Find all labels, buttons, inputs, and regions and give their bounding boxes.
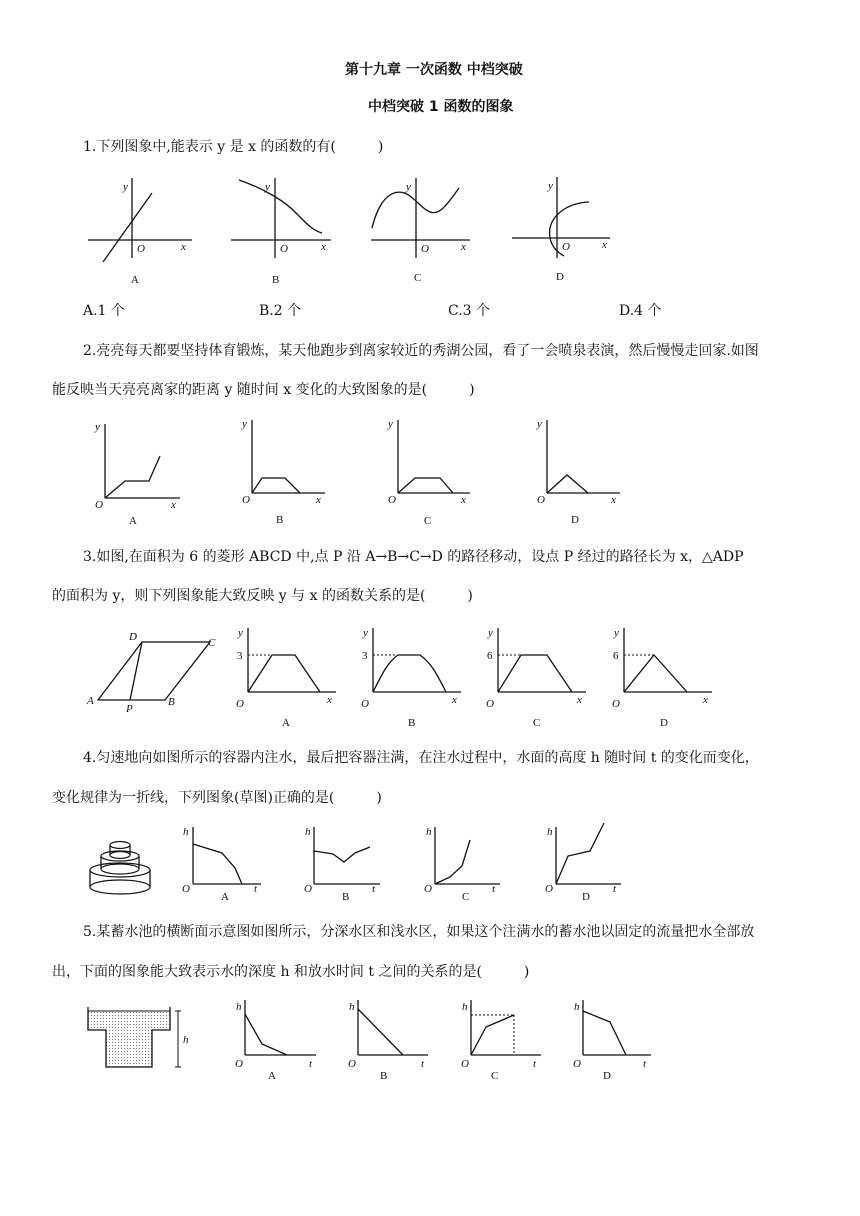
axis-t-label: t xyxy=(372,883,376,895)
axis-h-label: h xyxy=(349,1001,355,1013)
q1-graph-b xyxy=(231,178,331,286)
q4-container xyxy=(90,842,150,895)
origin-label: O xyxy=(545,883,553,895)
origin-label: O xyxy=(242,494,250,506)
axis-t-label: t xyxy=(613,883,617,895)
axis-x-label: x xyxy=(611,494,616,506)
origin-label: O xyxy=(461,1058,469,1070)
axis-h-label: h xyxy=(183,826,189,838)
graph-label: B xyxy=(380,1070,388,1082)
q1-option-d: D.4 个 xyxy=(619,303,662,319)
peak-value: 6 xyxy=(487,650,493,662)
q3-text-line1: 3.如图,在面积为 6 的菱形 ABCD 中,点 P 沿 A→B→C→D 的路径移动，设点 P 经过的路径长为 x，△ADP xyxy=(83,549,744,565)
axis-y-label: y xyxy=(614,627,619,639)
origin-label: O xyxy=(361,698,369,710)
vertex-d: D xyxy=(129,631,137,643)
q1-option-c: C.3 个 xyxy=(448,303,491,319)
q4-graph-d xyxy=(545,823,621,903)
axis-y-label: y xyxy=(265,181,270,193)
graph-label: C xyxy=(424,515,432,527)
q1-option-b: B.2 个 xyxy=(259,303,302,319)
vertex-p: P xyxy=(126,703,133,715)
peak-value: 6 xyxy=(613,650,619,662)
axis-t-label: t xyxy=(643,1058,647,1070)
axis-h-label: h xyxy=(305,826,311,838)
q2-text-line1: 2.亮亮每天都要坚持体育锻炼，某天他跑步到离家较近的秀湖公园，看了一会喷泉表演，然后慢慢走回家.如图 xyxy=(83,343,759,359)
graph-label: A xyxy=(268,1070,276,1082)
origin-label: O xyxy=(424,883,432,895)
origin-label: O xyxy=(182,883,190,895)
chapter-title: 第十九章 一次函数 中档突破 xyxy=(345,62,523,78)
axis-y-label: y xyxy=(388,418,393,430)
axis-h-label: h xyxy=(462,1001,468,1013)
axis-h-label: h xyxy=(547,826,553,838)
origin-label: O xyxy=(562,241,570,253)
q3-graph-b xyxy=(361,627,461,729)
graph-label: A xyxy=(282,717,290,729)
axis-t-label: t xyxy=(309,1058,313,1070)
graph-label: A xyxy=(221,891,229,903)
q3-graph-d xyxy=(612,627,712,729)
axis-x-label: x xyxy=(461,494,466,506)
graph-label: B xyxy=(272,274,280,286)
axis-x-label: x xyxy=(181,241,186,253)
axis-x-label: x xyxy=(452,694,457,706)
axis-h-label: h xyxy=(426,826,432,838)
axis-h-label: h xyxy=(236,1001,242,1013)
q3-text-line2: 的面积为 y，则下列图象能大致反映 y 与 x 的函数关系的是( ) xyxy=(52,588,473,604)
graph-label: C xyxy=(414,272,422,284)
origin-label: O xyxy=(348,1058,356,1070)
axis-t-label: t xyxy=(533,1058,537,1070)
graph-label: B xyxy=(408,717,416,729)
vertex-a: A xyxy=(87,695,94,707)
axis-t-label: t xyxy=(254,883,258,895)
q5-pool xyxy=(88,1007,189,1067)
graph-label: D xyxy=(603,1070,611,1082)
axis-y-label: y xyxy=(537,418,542,430)
q3-graph-c xyxy=(486,627,586,729)
axis-y-label: y xyxy=(548,180,553,192)
axis-x-label: x xyxy=(327,694,332,706)
q4-graph-a xyxy=(182,826,261,903)
origin-label: O xyxy=(388,494,396,506)
axis-x-label: x xyxy=(321,241,326,253)
q5-graph-b xyxy=(348,1000,428,1082)
vertex-c: C xyxy=(208,637,216,649)
graph-label: D xyxy=(582,891,590,903)
q5-graph-a xyxy=(235,1000,316,1082)
q1-graph-a xyxy=(88,178,192,286)
graph-label: B xyxy=(276,514,284,526)
origin-label: O xyxy=(236,698,244,710)
q1-text: 1.下列图象中,能表示 y 是 x 的函数的有( ) xyxy=(83,139,384,155)
peak-value: 3 xyxy=(237,650,243,662)
section-title: 中档突破 1 函数的图象 xyxy=(368,99,514,115)
origin-label: O xyxy=(612,698,620,710)
q2-graph-b xyxy=(241,418,325,526)
pool-depth-label: h xyxy=(183,1034,189,1046)
graph-label: D xyxy=(556,271,564,283)
axis-y-label: y xyxy=(95,421,100,433)
q1-graph-d xyxy=(512,177,610,283)
axis-x-label: x xyxy=(316,494,321,506)
axis-t-label: t xyxy=(421,1058,425,1070)
origin-label: O xyxy=(235,1058,243,1070)
q5-text-line1: 5.某蓄水池的横断面示意图如图所示，分深水区和浅水区，如果这个注满水的蓄水池以固定的流量把水全部放 xyxy=(83,924,755,940)
axis-x-label: x xyxy=(602,239,607,251)
origin-label: O xyxy=(280,243,288,255)
graph-label: C xyxy=(462,891,470,903)
origin-label: O xyxy=(137,243,145,255)
origin-label: O xyxy=(95,499,103,511)
graph-label: A xyxy=(129,515,137,527)
q5-graph-d xyxy=(573,1000,651,1082)
origin-label: O xyxy=(486,698,494,710)
axis-y-label: y xyxy=(123,181,128,193)
graph-label: C xyxy=(491,1070,499,1082)
q5-graph-c xyxy=(461,1000,541,1082)
axis-y-label: y xyxy=(406,181,411,193)
q1-graph-c xyxy=(371,178,470,284)
q3-graph-a xyxy=(236,627,336,729)
q2-text-line2: 能反映当天亮亮离家的距离 y 随时间 x 变化的大致图象的是( ) xyxy=(52,382,475,398)
q4-graph-b xyxy=(304,826,380,903)
graph-label: D xyxy=(660,717,668,729)
graph-label: B xyxy=(342,891,350,903)
q3-rhombus xyxy=(86,631,216,715)
axis-x-label: x xyxy=(577,694,582,706)
origin-label: O xyxy=(304,883,312,895)
axis-x-label: x xyxy=(171,499,176,511)
origin-label: O xyxy=(537,494,545,506)
axis-y-label: y xyxy=(363,627,368,639)
axis-y-label: y xyxy=(238,627,243,639)
graph-label: A xyxy=(131,274,139,286)
axis-t-label: t xyxy=(492,883,496,895)
axis-h-label: h xyxy=(574,1001,580,1013)
q2-graph-a xyxy=(94,421,180,527)
peak-value: 3 xyxy=(362,650,368,662)
vertex-b: B xyxy=(168,696,175,708)
axis-y-label: y xyxy=(488,627,493,639)
axis-y-label: y xyxy=(242,418,247,430)
q1-option-a: A.1 个 xyxy=(83,303,125,319)
origin-label: O xyxy=(421,243,429,255)
q4-text-line1: 4.匀速地向如图所示的容器内注水，最后把容器注满，在注水过程中，水面的高度 h 随时间 t 的变化而变化， xyxy=(83,750,759,766)
origin-label: O xyxy=(573,1058,581,1070)
q5-text-line2: 出，下面的图象能大致表示水的深度 h 和放水时间 t 之间的关系的是( ) xyxy=(52,964,530,980)
graph-label: C xyxy=(533,717,541,729)
graph-label: D xyxy=(571,514,579,526)
q2-graph-d xyxy=(536,418,620,526)
axis-x-label: x xyxy=(461,241,466,253)
axis-x-label: x xyxy=(703,694,708,706)
q4-graph-c xyxy=(424,826,500,903)
q2-graph-c xyxy=(387,418,470,527)
q4-text-line2: 变化规律为一折线，下列图象(草图)正确的是( ) xyxy=(52,790,382,806)
